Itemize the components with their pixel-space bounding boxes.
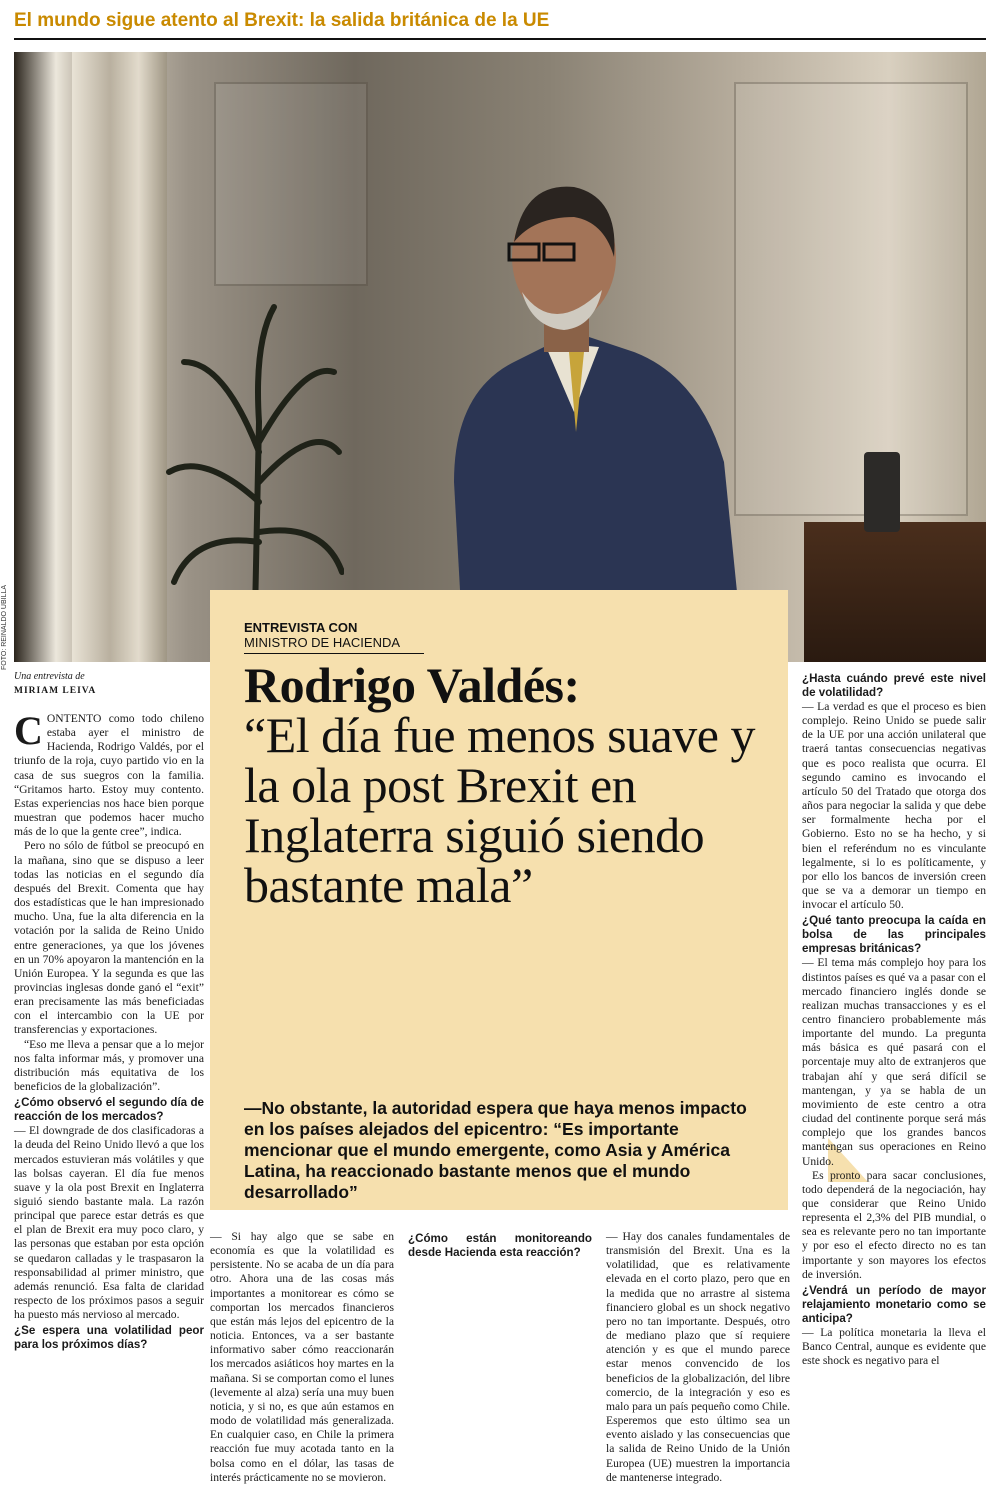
answer: — El tema más complejo hoy para los distintos países es qué va a pasar con el mercado financiero inglés donde se realizan muchas transacciones y es el centro financiero probablemente más importante del mundo. La pregunta más básica es qué pasará con el porcentaje muy alto de extranjeros que trabajan ahí y que será difícil se mantengan, y ya se habla de un movimiento de este centro a otra ciudad del continente porque será más complejo que los grandes bancos mantengan sus operaciones en Reino Unido.	[802, 956, 986, 1168]
paragraph: “Eso me lleva a pensar que a lo mejor nos falta informar más, y promover una distribución más equitativa de los beneficios de la globalización”.	[14, 1037, 204, 1094]
wall-panel	[734, 82, 968, 516]
desk-phone	[864, 452, 900, 532]
answer: — La verdad es que el proceso es bien complejo. Reino Unido se puede salir de la UE por una acción unilateral que traerá tantas consecuencias negativas que es poco realista que ocurra. El segundo camino es invocando el artículo 50 del Tratado que otorga dos años para negociar la salida y que debe ser formalmente hecha por el Gobierno. Esto no se ha hecho, y si bien el referéndum no es vinculante legalmente, si lo es políticamente, y por ello los bancos de inversión creen que se va a demorar un tiempo en invocar el artículo 50.	[802, 700, 986, 912]
minister-photo	[14, 52, 986, 662]
wall-panel	[214, 82, 368, 286]
question: ¿Vendrá un período de mayor relajamiento monetario como se anticipa?	[802, 1283, 986, 1325]
dropcap: C	[14, 708, 43, 753]
headline	[244, 657, 774, 913]
answer: — El downgrade de dos clasificadoras a la deuda del Reino Unido llevó a que los mercados estuvieran más volátiles y que las bolsas cayeran. El día fue menos suave y la ola post Brexit en Inglaterra siguió siendo bastante mala. La razón principal que parece estar detrás es que el plan de Brexit era muy poco claro, y las personas que estaban por esta opción se quedaron calladas y le traspasaron la responsabilidad al primer ministro, que además renunció. Esa falta de claridad respecto de los próximos pasos a seguir ha puesto más nervioso al mercado.	[14, 1124, 204, 1322]
answer: — Si hay algo que se sabe en economía es que la volatilidad es persistente. No se acaba de un día para otro. Ahora una de las cosas más importantes a monitorear es cómo se comportan los mercados financieros que están más lejos del epicentro de la noticia. Entonces, va a ser bastante informativo saber cómo reaccionarán los mercados asiáticos hoy martes en la mañana. Si se comportan como el lunes (levemente al alza) sería una muy buen noticia, y si no, es que aún estamos en modo de volatilidad más generalizada. En cualquier caso, en Chile la primera reacción fue muy acotada tanto en la bolsa como en el dólar, las tasas de interés prácticamente no se movieron.	[210, 1230, 394, 1484]
question: ¿Cómo están monitoreando desde Hacienda esta reacción?	[408, 1232, 592, 1259]
byline-intro: Una entrevista de	[14, 671, 85, 682]
answer: — Hay dos canales fundamentales de transmisión del Brexit. Una es la volatilidad, que es relativamente elevada en el corto plazo, pero que en la medida que no arrastre al sistema financiero global es un shock negativo pero no tan importante. Después, otro de mediano plazo que sí requiere atención y es que el mundo parece estar menos convencido de los beneficios de la globalización, del libre comercio, de la integración y eso es malo para un país pequeño como Chile. Esperemos que esto último sea un evento aislado y las consecuencias que la salida de Reino Unido de la Unión Europea (UE) muestren la importancia de mantenerse integrado.	[606, 1230, 790, 1484]
byline	[14, 670, 204, 698]
headline-quote: “El día fue menos suave y la ola post Brexit en Inglaterra siguió siendo bastante mala”	[244, 707, 755, 913]
question: ¿Qué tanto preocupa la caída en bolsa de las principales empresas británicas?	[802, 914, 986, 956]
question: ¿Hasta cuándo prevé este nivel de volatilidad?	[802, 672, 986, 699]
paragraph: Pero no sólo de fútbol se preocupó en la mañana, sino que se dispuso a leer todas las noticias en el segundo día después del Brexit. Comenta que hay dos estadísticas que le han impresionado mucho. Una, fue la alta diferencia en la votación por la salida de Reino Unido entre generaciones, ya que los jóvenes en un 70% apoyaron la mantención en la Unión Europea. Y la segunda es que las provincias inglesas donde ganó el “exit” eran precisamente las más beneficiadas con el intercambio con la UE por transferencias y exportaciones.	[14, 839, 204, 1037]
column-2	[210, 1230, 394, 1485]
interview-label	[244, 620, 444, 654]
interview-label-line1: ENTREVISTA CON	[244, 620, 358, 635]
photo-credit: FOTO: REINALDO UBILLA	[1, 584, 8, 670]
photo-window	[14, 52, 74, 662]
interview-label-line2: MINISTRO DE HACIENDA	[244, 635, 401, 650]
minister-figure	[424, 162, 754, 662]
question: ¿Se espera una volatilidad peor para los próximos días?	[14, 1324, 204, 1352]
paragraph: CONTENTO como todo chileno estaba ayer el ministro de Hacienda, Rodrigo Valdés, por el triunfo de la roja, cuyo partido vio en la casa de sus suegros con la familia. “Gritamos harto. Estoy muy contento. Estas experiencias nos hace bien porque muestran que podemos hacer mucho más de lo que la gente cree”, indica.	[14, 708, 204, 839]
section-kicker: El mundo sigue atento al Brexit: la salida británica de la UE	[14, 10, 550, 31]
photo-curtain	[72, 52, 167, 662]
column-3	[408, 1230, 592, 1260]
headline-name: Rodrigo Valdés:	[244, 657, 580, 713]
answer: — La política monetaria la lleva el Banco Central, aunque es evidente que este shock es negativo para el	[802, 1325, 986, 1368]
column-4	[606, 1230, 790, 1485]
column-5	[802, 670, 986, 1368]
question: ¿Cómo observó el segundo día de reacción de los mercados?	[14, 1096, 204, 1124]
paragraph: Es pronto para sacar conclusiones, todo dependerá de la negociación, hay que considerar que Reino Unido representa el 2,3% del PIB mundial, o sea es relevante pero no tan importante y por eso el efecto directo no es tan importante y son mayores los efectos de inversión.	[802, 1168, 986, 1281]
header-rule	[14, 38, 986, 40]
deck: —No obstante, la autoridad espera que haya menos impacto en los países alejados del epicentro: “Es importante mencionar que el mundo emergente, como Asia y América Latina, ha reaccionado bastante menos que el mundo desarrollado”	[244, 1098, 747, 1202]
byline-author: MIRIAM LEIVA	[14, 686, 97, 696]
interview-label-rule	[244, 653, 424, 654]
column-1	[14, 708, 204, 1352]
side-table	[804, 522, 986, 662]
